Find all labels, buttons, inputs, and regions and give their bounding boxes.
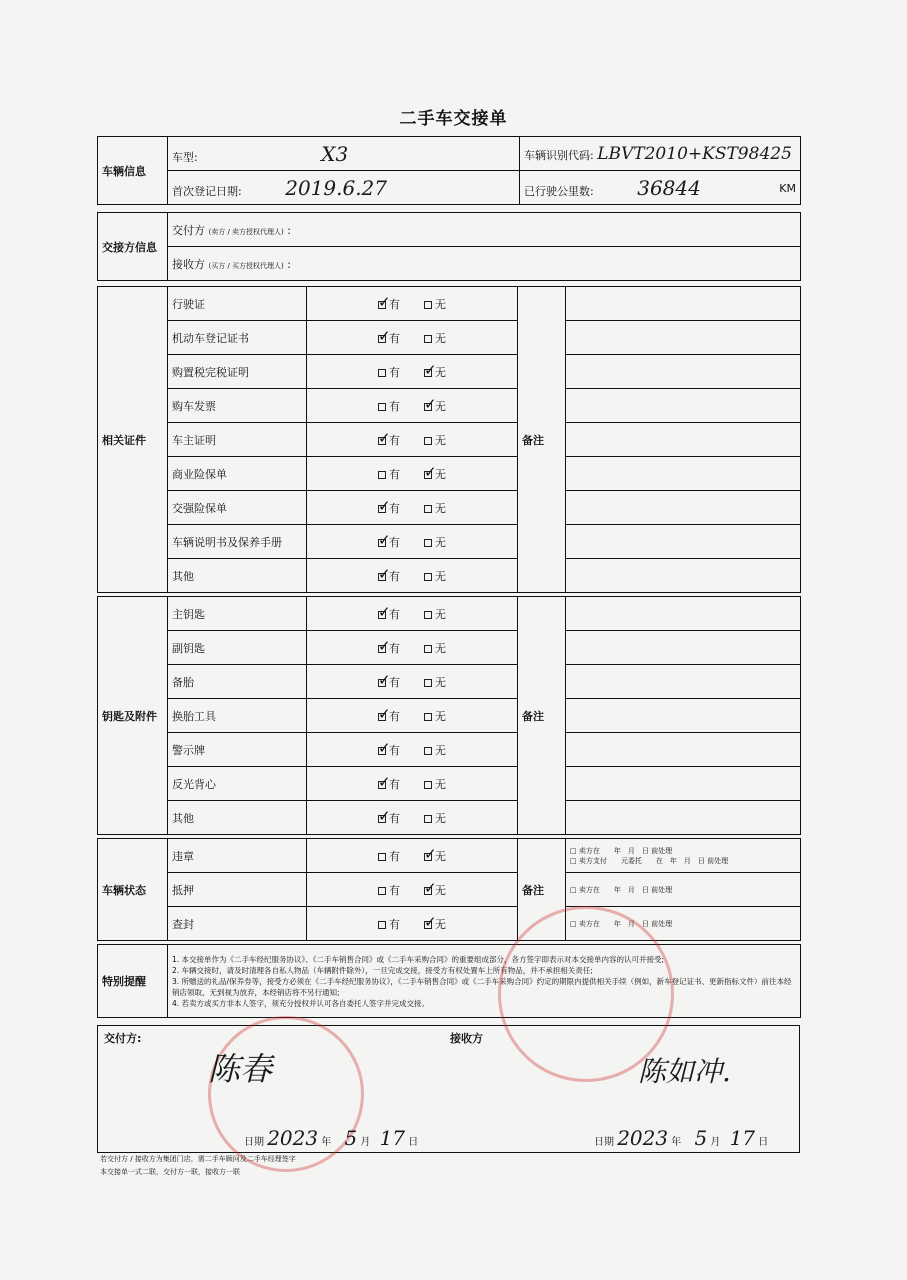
check-mark-icon: ✓: [424, 394, 437, 413]
option-label: 无: [435, 607, 446, 621]
left-day[interactable]: 17: [379, 1126, 406, 1150]
checkbox[interactable]: [378, 326, 391, 345]
option-no[interactable]: [424, 744, 446, 757]
receiver-sign-label: 接收方: [450, 1032, 483, 1045]
table-row: [98, 873, 801, 907]
checkbox[interactable]: [378, 921, 386, 929]
status-section: 车辆状态: [98, 839, 168, 941]
checkbox[interactable]: [378, 471, 386, 479]
table-row: [98, 491, 801, 525]
note-2: 2. 车辆交接时，请及时清理各自私人物品（车辆附件除外），一旦完成交接，接受方有权处置车上所有物品，并不承担相关责任;: [172, 965, 593, 975]
option-no[interactable]: [424, 298, 446, 311]
option-label: 有: [389, 917, 400, 931]
checkbox[interactable]: [378, 738, 391, 757]
option-label: 无: [435, 917, 446, 931]
option-label: 无: [435, 569, 446, 583]
remarks-field[interactable]: [566, 287, 801, 321]
status-table: [97, 838, 801, 941]
documents-check-cell: [307, 287, 518, 321]
receiver-signature[interactable]: 陈如冲.: [638, 1055, 731, 1088]
check-mark-icon: ✓: [378, 636, 391, 655]
receiver-field[interactable]: [168, 247, 801, 281]
remarks-field[interactable]: [566, 597, 801, 631]
keys-item-label: 副钥匙: [168, 631, 307, 665]
mileage-label: 已行驶公里数:: [524, 184, 594, 198]
table-row: [98, 665, 801, 699]
keys-item-label: 其他: [168, 801, 307, 835]
checkbox[interactable]: [424, 573, 432, 581]
checkbox[interactable]: [378, 602, 391, 621]
checkbox[interactable]: [378, 670, 391, 689]
option-label: 有: [389, 777, 400, 791]
receiver-colon: :: [287, 257, 291, 271]
option-no[interactable]: [424, 462, 446, 481]
option-no[interactable]: [424, 570, 446, 583]
option-label: 有: [389, 883, 400, 897]
checkbox[interactable]: [378, 369, 386, 377]
documents-item-label: 行驶证: [168, 287, 307, 321]
left-date: [244, 1126, 418, 1150]
status-item-label: 违章: [168, 839, 307, 873]
check-mark-icon: ✓: [424, 878, 437, 897]
option-yes[interactable]: [378, 366, 400, 379]
vin-label: 车辆识别代码:: [524, 148, 594, 162]
right-year-unit: 年: [671, 1137, 682, 1148]
option-label: 无: [435, 501, 446, 515]
check-mark-icon: ✓: [378, 326, 391, 345]
checkbox[interactable]: [378, 636, 391, 655]
vehicle-info-section: 车辆信息: [98, 137, 168, 205]
remarks-field[interactable]: [566, 839, 801, 873]
checkbox[interactable]: [424, 301, 432, 309]
check-mark-icon: ✓: [378, 602, 391, 621]
option-yes[interactable]: [378, 636, 400, 655]
check-mark-icon: ✓: [378, 564, 391, 583]
right-day[interactable]: 17: [729, 1126, 756, 1150]
option-yes[interactable]: [378, 496, 400, 515]
check-mark-icon: ✓: [378, 704, 391, 723]
documents-section: 相关证件: [98, 287, 168, 593]
checkbox[interactable]: [424, 462, 437, 481]
option-yes[interactable]: [378, 530, 400, 549]
option-no[interactable]: [424, 608, 446, 621]
parties-table: [97, 212, 801, 281]
option-yes[interactable]: [378, 468, 400, 481]
right-date-label: 日期: [594, 1137, 614, 1148]
option-no[interactable]: [424, 778, 446, 791]
remarks-field[interactable]: [566, 423, 801, 457]
check-mark-icon: ✓: [378, 738, 391, 757]
remarks-field[interactable]: [566, 491, 801, 525]
option-label: 无: [435, 743, 446, 757]
checkbox[interactable]: [424, 878, 437, 897]
mileage-unit: KM: [779, 181, 796, 195]
option-no[interactable]: [424, 360, 446, 379]
keys-table: [97, 596, 801, 835]
checkbox[interactable]: [378, 887, 386, 895]
option-label: 无: [435, 709, 446, 723]
option-label: 有: [389, 709, 400, 723]
deliverer-label: 交付方: [172, 223, 205, 237]
table-row: [98, 559, 801, 593]
checkbox[interactable]: [378, 772, 391, 791]
parties-section: 交接方信息: [98, 213, 168, 281]
keys-check-cell: [307, 699, 518, 733]
first-reg-value[interactable]: 2019.6.27: [285, 175, 388, 200]
special-notes: [168, 945, 801, 1018]
keys-check-cell: [307, 665, 518, 699]
model-value[interactable]: X3: [321, 141, 349, 166]
status-check-cell: [307, 839, 518, 873]
table-row: [98, 907, 801, 941]
left-month[interactable]: 5: [344, 1126, 358, 1150]
option-yes[interactable]: [378, 326, 400, 345]
footer-line-2: 本交接单一式二联，交付方一联，接收方一联: [100, 1168, 240, 1176]
keys-item-label: 备胎: [168, 665, 307, 699]
checkbox[interactable]: [378, 403, 386, 411]
remarks-field[interactable]: [566, 873, 801, 907]
option-no[interactable]: [424, 536, 446, 549]
remarks-field[interactable]: [566, 767, 801, 801]
documents-item-label: 商业险保单: [168, 457, 307, 491]
option-label: 无: [435, 535, 446, 549]
status-item-label: 抵押: [168, 873, 307, 907]
left-day-unit: 日: [408, 1137, 419, 1148]
option-label: 无: [435, 883, 446, 897]
status-item-label: 查封: [168, 907, 307, 941]
documents-item-label: 车辆说明书及保养手册: [168, 525, 307, 559]
remarks-field[interactable]: [566, 457, 801, 491]
table-row: [98, 525, 801, 559]
option-no[interactable]: [424, 710, 446, 723]
documents-item-label: 购车发票: [168, 389, 307, 423]
checkbox[interactable]: [424, 437, 432, 445]
documents-check-cell: [307, 457, 518, 491]
documents-item-label: 车主证明: [168, 423, 307, 457]
deliverer-note: (卖方 / 卖方授权代理人): [208, 227, 284, 236]
option-yes[interactable]: [378, 292, 400, 311]
status-remark-line: □ 卖方在 年 月 日 前处理: [570, 919, 673, 928]
option-label: 无: [435, 675, 446, 689]
option-yes[interactable]: [378, 850, 400, 863]
keys-item-label: 换胎工具: [168, 699, 307, 733]
status-check-cell: [307, 873, 518, 907]
documents-check-cell: [307, 355, 518, 389]
check-mark-icon: ✓: [378, 530, 391, 549]
first-reg-label: 首次登记日期:: [172, 184, 242, 198]
option-no[interactable]: [424, 394, 446, 413]
option-yes[interactable]: [378, 670, 400, 689]
remarks-field[interactable]: [566, 559, 801, 593]
option-yes[interactable]: [378, 400, 400, 413]
status-remark-line: □ 卖方在 年 月 日 前处理: [570, 846, 673, 855]
remarks-field[interactable]: [566, 699, 801, 733]
option-label: 无: [435, 433, 446, 447]
table-row: [98, 423, 801, 457]
right-month[interactable]: 5: [694, 1126, 708, 1150]
option-yes[interactable]: [378, 602, 400, 621]
deliverer-signature[interactable]: 陈春: [208, 1050, 273, 1088]
checkbox[interactable]: [424, 539, 432, 547]
option-yes[interactable]: [378, 564, 400, 583]
documents-check-cell: [307, 389, 518, 423]
documents-check-cell: [307, 423, 518, 457]
receiver-note: (买方 / 买方授权代理人): [208, 261, 284, 270]
documents-check-cell: [307, 525, 518, 559]
check-mark-icon: ✓: [424, 462, 437, 481]
table-row: [98, 287, 801, 321]
option-no[interactable]: [424, 434, 446, 447]
checkbox[interactable]: [378, 530, 391, 549]
option-label: 有: [389, 811, 400, 825]
footer-line-1: 若交付方 / 接收方为集团门店，需二手车顾问及二手车经理签字: [100, 1155, 296, 1163]
check-mark-icon: ✓: [378, 670, 391, 689]
table-row: [98, 839, 801, 873]
left-year[interactable]: 2023: [267, 1126, 319, 1150]
remarks-field[interactable]: [566, 665, 801, 699]
special-section: 特别提醒: [98, 945, 168, 1018]
remarks-label: 备注: [518, 597, 566, 835]
option-no[interactable]: [424, 676, 446, 689]
checkbox[interactable]: [378, 564, 391, 583]
option-label: 有: [389, 433, 400, 447]
option-label: 有: [389, 399, 400, 413]
table-row: [98, 355, 801, 389]
keys-item-label: 反光背心: [168, 767, 307, 801]
table-row: [98, 767, 801, 801]
left-month-unit: 月: [360, 1137, 371, 1148]
mileage-value[interactable]: 36844: [637, 175, 701, 200]
option-yes[interactable]: [378, 704, 400, 723]
vehicle-info-table: [97, 136, 801, 205]
checkbox[interactable]: [378, 428, 391, 447]
checkbox[interactable]: [424, 505, 432, 513]
special-table: [97, 944, 801, 1018]
check-mark-icon: ✓: [424, 844, 437, 863]
right-month-unit: 月: [710, 1137, 721, 1148]
option-label: 有: [389, 607, 400, 621]
keys-check-cell: [307, 733, 518, 767]
table-row: [98, 457, 801, 491]
check-mark-icon: ✓: [378, 772, 391, 791]
status-remark-line: □ 卖方支付 元委托 在 年 月 日 前处理: [570, 856, 729, 865]
option-yes[interactable]: [378, 884, 400, 897]
keys-item-label: 警示牌: [168, 733, 307, 767]
checkbox[interactable]: [424, 645, 432, 653]
deliverer-sign-label: 交付方:: [104, 1032, 142, 1045]
keys-check-cell: [307, 597, 518, 631]
documents-item-label: 机动车登记证书: [168, 321, 307, 355]
deliverer-colon: :: [287, 223, 291, 237]
note-4: 4. 若卖方或买方非本人签字，须充分授权并认可各自委托人签字并完成交接。: [172, 998, 430, 1008]
option-label: 有: [389, 365, 400, 379]
receiver-label: 接收方: [172, 257, 205, 271]
table-row: [98, 631, 801, 665]
option-label: 无: [435, 399, 446, 413]
option-label: 无: [435, 641, 446, 655]
option-no[interactable]: [424, 332, 446, 345]
checkbox[interactable]: [378, 704, 391, 723]
remarks-field[interactable]: [566, 321, 801, 355]
option-no[interactable]: [424, 878, 446, 897]
option-yes[interactable]: [378, 772, 400, 791]
option-label: 无: [435, 811, 446, 825]
table-row: [98, 733, 801, 767]
table-row: [98, 597, 801, 631]
remarks-field[interactable]: [566, 525, 801, 559]
keys-check-cell: [307, 767, 518, 801]
option-yes[interactable]: [378, 428, 400, 447]
checkbox[interactable]: [424, 611, 432, 619]
page-title: 二手车交接单: [399, 109, 508, 129]
option-label: 有: [389, 675, 400, 689]
documents-check-cell: [307, 321, 518, 355]
remarks-field[interactable]: [566, 631, 801, 665]
checkbox[interactable]: [378, 496, 391, 515]
option-label: 无: [435, 331, 446, 345]
option-label: 无: [435, 467, 446, 481]
deliverer-field[interactable]: [168, 213, 801, 247]
table-row: [98, 389, 801, 423]
option-label: 有: [389, 501, 400, 515]
documents-item-label: 购置税完税证明: [168, 355, 307, 389]
option-no[interactable]: [424, 912, 446, 931]
option-no[interactable]: [424, 812, 446, 825]
checkbox[interactable]: [424, 394, 437, 413]
option-yes[interactable]: [378, 806, 400, 825]
vin-value[interactable]: LBVT2010+KST98425: [597, 143, 792, 164]
option-label: 有: [389, 743, 400, 757]
checkbox[interactable]: [378, 806, 391, 825]
checkbox[interactable]: [424, 781, 432, 789]
checkbox[interactable]: [378, 853, 386, 861]
check-mark-icon: ✓: [378, 806, 391, 825]
remarks-field[interactable]: [566, 355, 801, 389]
documents-table: [97, 286, 801, 593]
checkbox[interactable]: [424, 360, 437, 379]
keys-item-label: 主钥匙: [168, 597, 307, 631]
keys-section: 钥匙及附件: [98, 597, 168, 835]
keys-check-cell: [307, 631, 518, 665]
keys-check-cell: [307, 801, 518, 835]
option-label: 无: [435, 777, 446, 791]
remarks-field[interactable]: [566, 389, 801, 423]
option-label: 无: [435, 297, 446, 311]
check-mark-icon: ✓: [378, 496, 391, 515]
checkbox[interactable]: [424, 679, 432, 687]
option-label: 有: [389, 467, 400, 481]
documents-check-cell: [307, 559, 518, 593]
table-row: [98, 699, 801, 733]
checkbox[interactable]: [424, 713, 432, 721]
documents-item-label: 其他: [168, 559, 307, 593]
note-1: 1. 本交接单作为《二手车经纪服务协议》、《二手车销售合同》或《二手车采购合同》的重要组成部分，各方签字即表示对本交接单内容的认可并接受;: [172, 954, 665, 964]
documents-item-label: 交强险保单: [168, 491, 307, 525]
status-check-cell: [307, 907, 518, 941]
option-label: 无: [435, 849, 446, 863]
option-label: 无: [435, 365, 446, 379]
note-3: 3. 所赠送的礼品/保养券等，接受方必须在《二手车经纪服务协议》，《二手车销售合同》或《二手车采购合同》约定的期限内提供相关手续（例如，新车登记证书、更新指标文件）前往本经销店领取，无到视为放弃，本经销店将不另行通知;: [172, 976, 792, 997]
check-mark-icon: ✓: [424, 912, 437, 931]
check-mark-icon: ✓: [378, 292, 391, 311]
remarks-field[interactable]: [566, 801, 801, 835]
remarks-field[interactable]: [566, 733, 801, 767]
check-mark-icon: ✓: [424, 360, 437, 379]
checkbox[interactable]: [424, 912, 437, 931]
documents-check-cell: [307, 491, 518, 525]
left-date-label: 日期: [244, 1137, 264, 1148]
checkbox[interactable]: [378, 292, 391, 311]
option-label: 有: [389, 297, 400, 311]
table-row: [98, 801, 801, 835]
option-no[interactable]: [424, 844, 446, 863]
option-no[interactable]: [424, 502, 446, 515]
option-no[interactable]: [424, 642, 446, 655]
option-yes[interactable]: [378, 738, 400, 757]
right-date: [594, 1126, 768, 1150]
option-label: 有: [389, 641, 400, 655]
checkbox[interactable]: [424, 335, 432, 343]
option-label: 有: [389, 535, 400, 549]
left-year-unit: 年: [321, 1137, 332, 1148]
signature-box: [97, 1025, 800, 1153]
remarks-label: 备注: [518, 839, 566, 941]
checkbox[interactable]: [424, 747, 432, 755]
status-remark-line: □ 卖方在 年 月 日 前处理: [570, 885, 673, 894]
right-day-unit: 日: [758, 1137, 769, 1148]
option-label: 有: [389, 569, 400, 583]
right-year[interactable]: 2023: [617, 1126, 669, 1150]
check-mark-icon: ✓: [378, 428, 391, 447]
option-yes[interactable]: [378, 918, 400, 931]
checkbox[interactable]: [424, 815, 432, 823]
model-label: 车型:: [172, 150, 198, 164]
checkbox[interactable]: [424, 844, 437, 863]
option-label: 有: [389, 331, 400, 345]
table-row: [98, 321, 801, 355]
remarks-label: 备注: [518, 287, 566, 593]
option-label: 有: [389, 849, 400, 863]
